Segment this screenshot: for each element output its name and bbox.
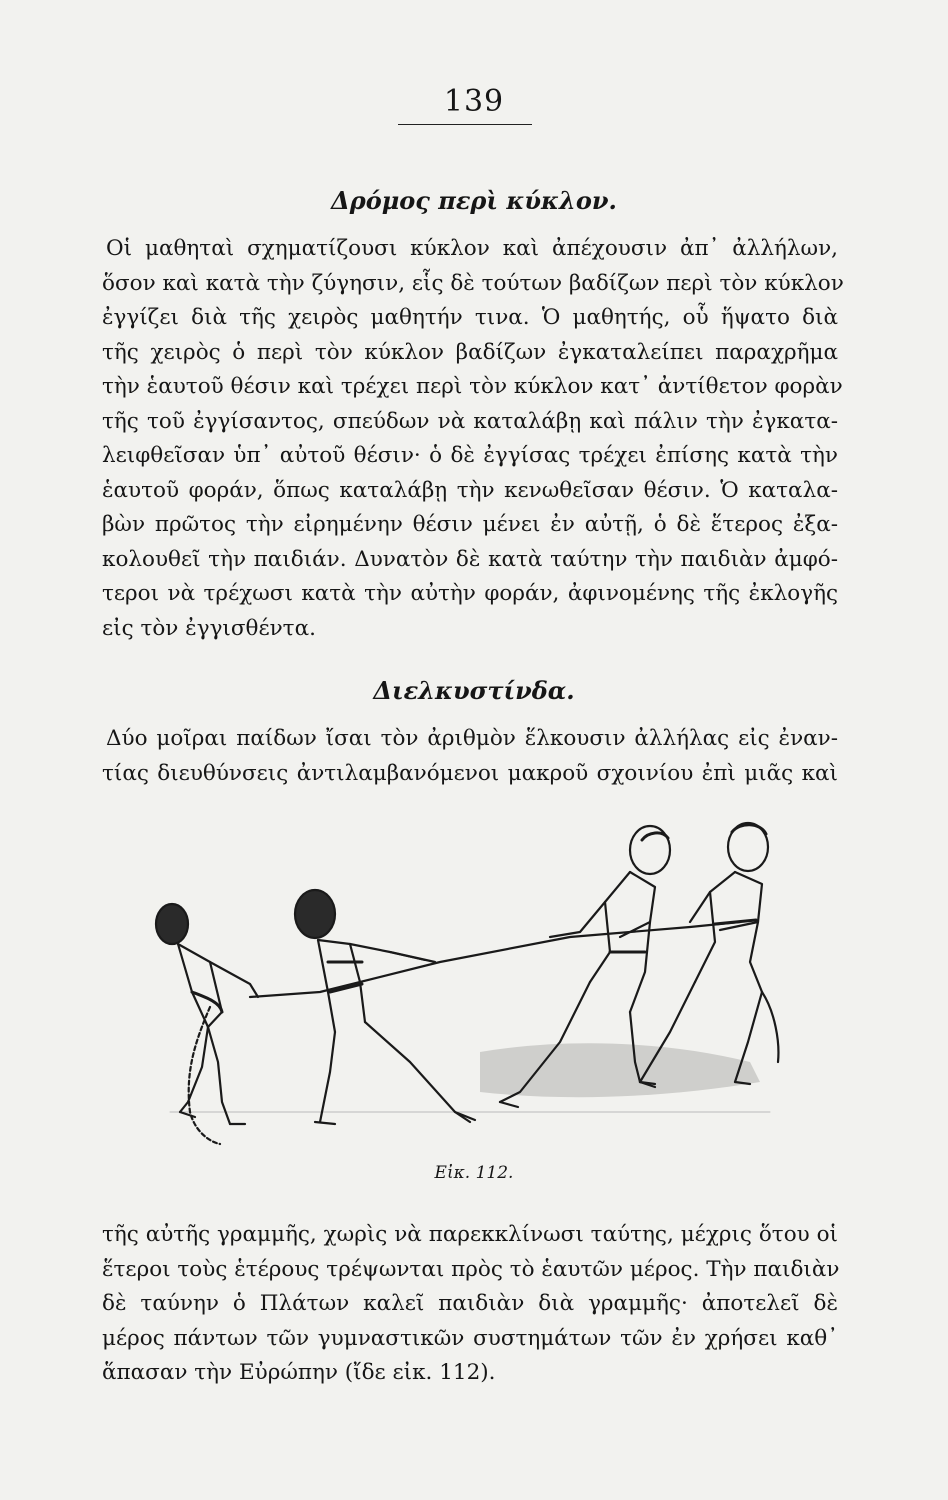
text-line: μέρος πάντων τῶν γυμναστικῶν συστημάτων τῶν ἐν χρήσει καθ᾽ <box>102 1325 838 1351</box>
text-line: εἰς τὸν ἐγγισθέντα. <box>102 615 316 641</box>
text-line: κολουθεῖ τὴν παιδιάν. Δυνατὸν δὲ κατὰ ταύτην τὴν παιδιὰν ἀμφό- <box>102 546 838 572</box>
text-line: ἅπασαν τὴν Εὐρώπην (ἴδε εἰκ. 112). <box>102 1360 496 1385</box>
text-line: ἑαυτοῦ φοράν, ὅπως καταλάβῃ τὴν κενωθεῖσαν θέσιν. Ὁ καταλα- <box>102 477 838 503</box>
header-rule <box>398 124 532 125</box>
text-line: τῆς αὐτῆς γραμμῆς, χωρὶς νὰ παρεκκλίνωσι ταύτης, μέχρις ὅτου οἱ <box>102 1222 838 1247</box>
text-line: Δύο μοῖραι παίδων ἴσαι τὸν ἀριθμὸν ἕλκουσιν ἀλλήλας εἰς ἐναν- <box>106 726 838 751</box>
paragraph-running-around-circle <box>102 232 844 646</box>
boy-figure <box>640 823 778 1084</box>
text-line: τὴν ἑαυτοῦ θέσιν καὶ τρέχει περὶ τὸν κύκλον κατ᾽ ἀντίθετον φορὰν <box>102 374 843 399</box>
paragraph-tug-of-war-continued <box>102 1218 838 1391</box>
text-line: ὅσον καὶ κατὰ τὴν ζύγησιν, εἷς δὲ τούτων βαδίζων περὶ τὸν κύκλον <box>102 270 844 296</box>
text-line: δὲ ταύνην ὁ Πλάτων καλεῖ παιδιὰν διὰ γραμμῆς· ἀποτελεῖ δὲ <box>102 1291 838 1316</box>
text-line: τῆς τοῦ ἐγγίσαντος, σπεύδων νὰ καταλάβῃ καὶ πάλιν τὴν ἐγκατα- <box>102 408 838 434</box>
paragraph-tug-of-war-intro <box>102 722 838 791</box>
text-line: βὼν πρῶτος τὴν εἰρημένην θέσιν μένει ἐν αὐτῇ, ὁ δὲ ἕτερος ἐξα- <box>102 512 838 537</box>
page-number: 139 <box>443 84 505 119</box>
text-line: τεροι νὰ τρέχωσι κατὰ τὴν αὐτὴν φοράν, ἀφινομένης τῆς ἐκλογῆς <box>102 581 838 606</box>
text-line: λειφθεῖσαν ὑπ᾽ αὐτοῦ θέσιν· ὁ δὲ ἐγγίσας τρέχει ἐπίσης κατὰ τὴν <box>102 443 838 468</box>
text-line: τῆς χειρὸς ὁ περὶ τὸν κύκλον βαδίζων ἐγκαταλείπει παραχρῆμα <box>102 339 838 365</box>
section-heading-running-around-circle: Δρόμος περὶ κύκλον. <box>331 186 617 215</box>
figure-caption: Εἰκ. 112. <box>434 1163 514 1183</box>
section-heading-tug-of-war: Διελκυστίνδα. <box>373 676 575 705</box>
text-line: Οἱ μαθηταὶ σχηματίζουσι κύκλον καὶ ἀπέχουσιν ἀπ᾽ ἀλλήλων, <box>106 236 838 261</box>
boy-figure <box>295 890 475 1124</box>
tug-of-war-illustration <box>150 812 780 1160</box>
text-line: ἐγγίζει διὰ τῆς χειρὸς μαθητήν τινα. Ὁ μαθητής, οὗ ἥψατο διὰ <box>102 305 838 330</box>
text-line: ἕτεροι τοὺς ἑτέρους τρέψωνται πρὸς τὸ ἑαυτῶν μέρος. Τὴν παιδιὰν <box>102 1256 840 1282</box>
text-line: τίας διευθύνσεις ἀντιλαμβανόμενοι μακροῦ σχοινίου ἐπὶ μιᾶς καὶ <box>102 760 838 786</box>
